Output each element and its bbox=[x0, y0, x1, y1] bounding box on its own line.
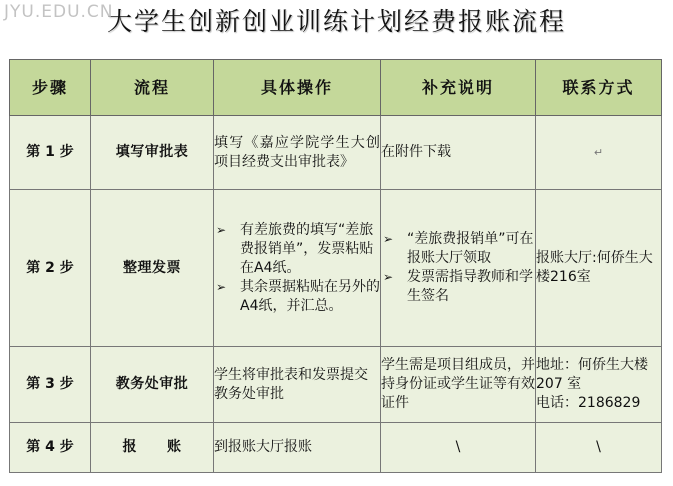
operation-cell: 学生将审批表和发票提交教务处审批 bbox=[214, 347, 381, 423]
step-cell: 第 4 步 bbox=[10, 423, 91, 473]
arrow-bullet-icon: ➢ bbox=[216, 279, 227, 294]
note-cell: \ bbox=[381, 423, 536, 473]
flow-cell: 教务处审批 bbox=[91, 347, 214, 423]
note-cell bbox=[381, 190, 536, 347]
paragraph-mark-icon: ↵ bbox=[593, 146, 604, 159]
arrow-bullet-icon: ➢ bbox=[383, 232, 394, 246]
step-cell: 第 1 步 bbox=[10, 116, 91, 190]
header-operation: 具体操作 bbox=[214, 60, 381, 116]
note-list bbox=[381, 230, 535, 306]
operation-cell bbox=[214, 190, 381, 347]
table-row bbox=[10, 423, 662, 473]
flow-cell: 报 账 bbox=[91, 423, 214, 473]
contact-phone: 电话：2186829 bbox=[536, 395, 641, 411]
header-row bbox=[10, 60, 662, 116]
flow-cell: 整理发票 bbox=[91, 190, 214, 347]
list-item: ➢ 其余票据粘贴在另外的A4纸，并汇总。 bbox=[216, 278, 380, 314]
contact-cell bbox=[536, 116, 662, 190]
operation-list bbox=[214, 221, 380, 316]
flow-cell: 填写审批表 bbox=[91, 116, 214, 190]
arrow-bullet-icon: ➢ bbox=[383, 270, 394, 284]
operation-cell: 到报账大厅报账 bbox=[214, 423, 381, 473]
note-cell: 在附件下载 bbox=[381, 116, 536, 190]
operation-cell: 填写《嘉应学院学生大创项目经费支出审批表》 bbox=[214, 116, 381, 190]
header-contact: 联系方式 bbox=[536, 60, 662, 116]
document-title: 大学生创新创业训练计划经费报账流程 bbox=[106, 7, 566, 36]
header-flow: 流程 bbox=[91, 60, 214, 116]
table-row bbox=[10, 116, 662, 190]
arrow-bullet-icon: ➢ bbox=[216, 222, 227, 237]
header-note: 补充说明 bbox=[381, 60, 536, 116]
contact-cell bbox=[536, 347, 662, 423]
table-row bbox=[10, 347, 662, 423]
contact-address: 地址：何侨生大楼 207 室 bbox=[536, 357, 648, 392]
list-item: ➢ 发票需指导教师和学生签名 bbox=[383, 269, 533, 304]
step-cell: 第 3 步 bbox=[10, 347, 91, 423]
header-step: 步骤 bbox=[10, 60, 91, 116]
reimbursement-table bbox=[9, 59, 662, 473]
contact-cell: 报账大厅:何侨生大楼216室 bbox=[536, 190, 662, 347]
site-watermark: JYU.EDU.CN bbox=[4, 2, 114, 22]
note-cell: 学生需是项目组成员，并持身份证或学生证等有效证件 bbox=[381, 347, 536, 423]
step-cell: 第 2 步 bbox=[10, 190, 91, 347]
list-item: ➢ “差旅费报销单”可在报账大厅领取 bbox=[383, 231, 534, 266]
table-row bbox=[10, 190, 662, 347]
list-item: ➢ 有差旅费的填写“差旅费报销单”，发票粘贴在A4纸。 bbox=[216, 221, 374, 276]
contact-cell: \ bbox=[536, 423, 662, 473]
